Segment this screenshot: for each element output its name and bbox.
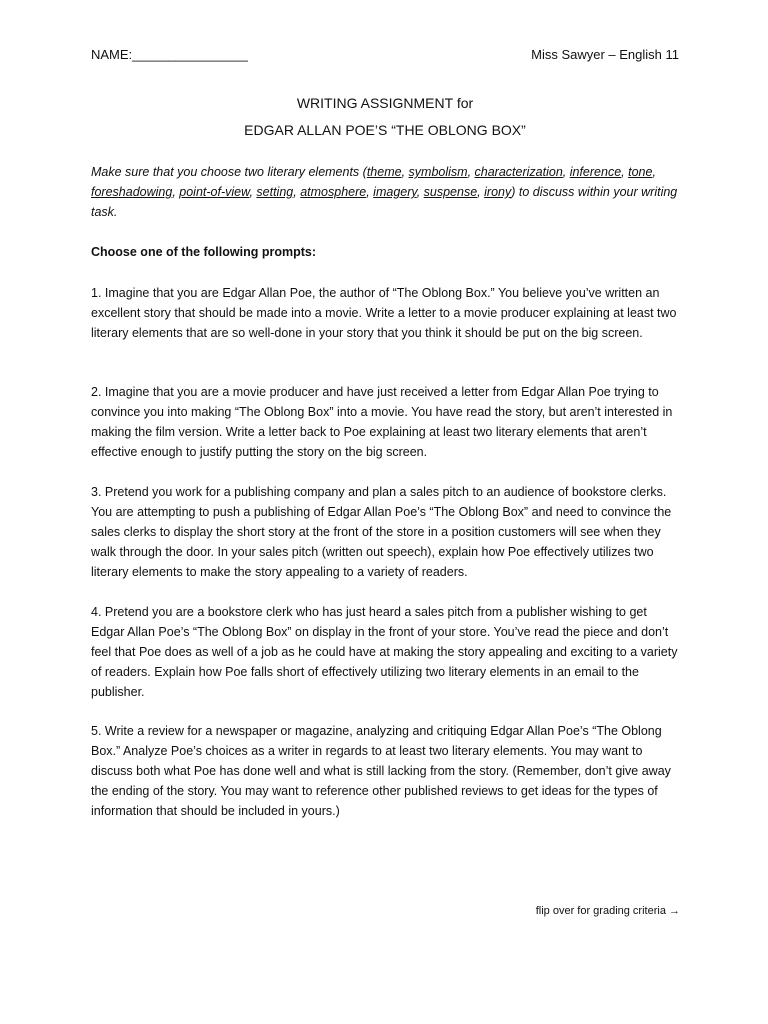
prompt-3: 3. Pretend you work for a publishing company and plan a sales pitch to an audience of bookstore clerks. You are attempting to push a publishing of Edgar Allan Poe’s “The Oblong Box” and need to convince the sales clerks to display the short story at the front of the store in a position customers will see when they walk through the door. In your sales pitch (written out speech), explain how Poe effectively utilizes two literary elements to make the story appealing to a variety of readers.	[91, 485, 672, 579]
literary-element-tone: tone	[628, 165, 653, 179]
literary-element-atmosphere: atmosphere	[300, 185, 367, 199]
prompt-4: 4. Pretend you are a bookstore clerk who has just heard a sales pitch from a publisher wishing to get Edgar Allan Poe’s “The Oblong Box” on display in the front of your store. You’ve read the piece and don’t feel that Poe does as well of a job as he could have at making the story appealing and exciting to a variety of readers. Explain how Poe falls short of effectively utilizing two literary elements in an email to the publisher.	[91, 605, 678, 699]
teacher-class-label: Miss Sawyer – English 11	[531, 47, 679, 62]
prompt-1: 1. Imagine that you are Edgar Allan Poe, the author of “The Oblong Box.” You believe you’ve written an excellent story that should be made into a movie. Write a letter to a movie producer explaining at least two literary elements that are so well-done in your story that you think it should be put on the big screen.	[91, 286, 677, 340]
intro-tail: ) to discuss within your writing task.	[91, 185, 678, 219]
literary-element-symbolism: symbolism	[408, 165, 468, 179]
flip-over-note: flip over for grading criteria →	[535, 905, 680, 917]
literary-element-theme: theme	[366, 165, 402, 179]
literary-element-foreshadowing: foreshadowing	[91, 185, 173, 199]
literary-element-point-of-view: point-of-view	[179, 185, 250, 199]
intro-lead: Make sure that you choose two literary elements (	[91, 165, 367, 179]
literary-element-irony: irony	[484, 185, 512, 199]
literary-element-imagery: imagery	[373, 185, 417, 199]
assignment-title-line-2: EDGAR ALLAN POE’S “THE OBLONG BOX”	[244, 122, 526, 138]
prompt-2: 2. Imagine that you are a movie producer and have just received a letter from Edgar Allan Poe trying to convince you into making “The Oblong Box” into a movie. You have read the story, but aren’t interested in making the film version. Write a letter back to Poe explaining at least two literary elements that aren’t effective enough to justify putting the story on the big screen.	[91, 385, 673, 459]
literary-element-inference: inference	[569, 165, 622, 179]
literary-element-setting: setting	[256, 185, 294, 199]
literary-element-characterization: characterization	[474, 165, 563, 179]
prompt-5: 5. Write a review for a newspaper or magazine, analyzing and critiquing Edgar Allan Poe’s “The Oblong Box.” Analyze Poe’s choices as a writer in regards to at least two literary elements. You may want to discuss both what Poe has done well and what is still lacking from the story. (Remember, don’t give away the ending of the story. You may want to reference other published reviews to get ideas for the types of information that should be included in yours.)	[91, 724, 671, 818]
name-field-label: NAME:________________	[91, 47, 248, 62]
assignment-title-line-1: WRITING ASSIGNMENT for	[296, 95, 474, 111]
header-row	[91, 47, 679, 67]
choose-prompt-heading: Choose one of the following prompts:	[91, 245, 316, 259]
literary-element-suspense: suspense	[423, 185, 478, 199]
intro-paragraph: Make sure that you choose two literary elements (theme, symbolism, characterization, inference, tone, foreshadowing, point-of-view, setting, atmosphere, imagery, suspense, irony) to discuss within your writing task.	[91, 165, 678, 219]
